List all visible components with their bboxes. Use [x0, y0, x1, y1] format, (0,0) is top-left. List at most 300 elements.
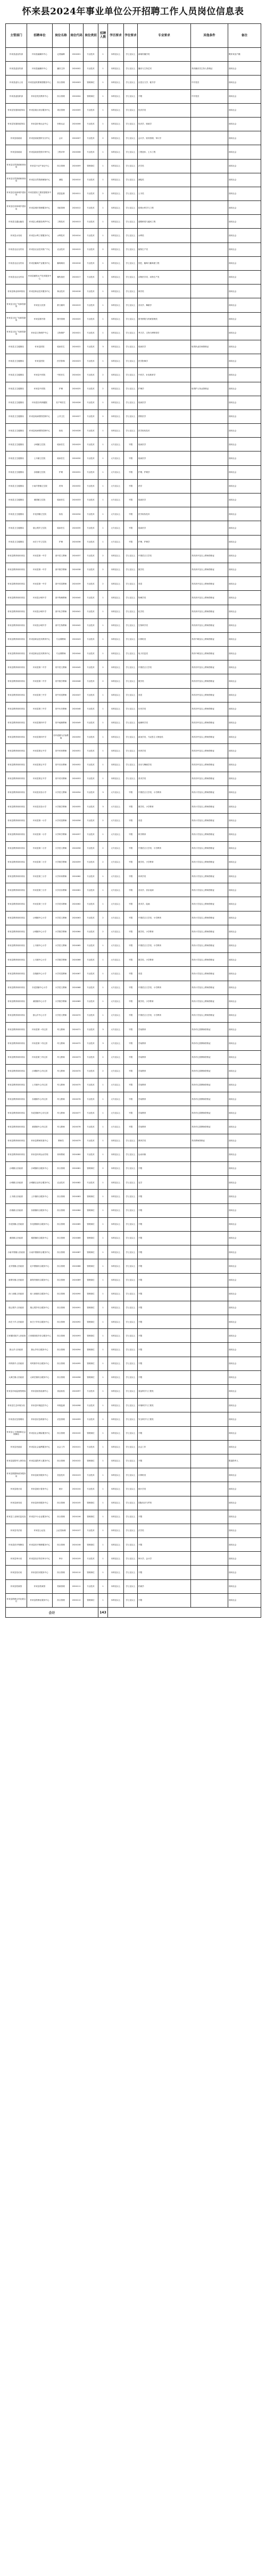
table-cell: 学士及以上 [124, 1454, 138, 1468]
position-table [5, 23, 261, 1618]
table-cell: 怀来县教育和体育局 [6, 660, 27, 674]
table-cell: 具有初中及以上教师资格证 [191, 744, 228, 758]
table-cell: 综合管理 [53, 1259, 70, 1273]
table-row [6, 1412, 261, 1426]
table-cell: 怀来县职业技术教育中心 [27, 647, 53, 660]
table-cell: 给排水科学与工程 [138, 201, 191, 215]
table-cell: 怀来县教育和体育局 [6, 855, 27, 869]
table-cell: 1 [98, 48, 108, 62]
table-cell: 本科及以上 [108, 605, 124, 618]
table-cell: 怀来县社会保险服务中心 [27, 1426, 53, 1440]
table-cell: 具有幼儿园教师资格证 [191, 1078, 228, 1092]
table-cell: 综合管理 [53, 1203, 70, 1217]
table-cell: 学士及以上 [124, 131, 138, 145]
table-row [6, 1273, 261, 1287]
table-cell: 1 [98, 1287, 108, 1301]
table-cell: 怀来县政务服务中心 [27, 1468, 53, 1482]
table-cell: 本科及以上 [108, 396, 124, 409]
table-cell: 专业技术 [84, 855, 98, 869]
table-cell: 综合管理 [53, 1315, 70, 1329]
table-cell [191, 424, 228, 438]
table-cell: 狼山乡综合服务中心 [27, 1343, 53, 1357]
table-cell: 专业技术 [84, 660, 98, 674]
table-row [6, 1301, 261, 1315]
table-cell: 文物保护 [53, 326, 70, 340]
table-cell: 3 [98, 785, 108, 799]
table-cell: 怀来县卫生健康局 [6, 368, 27, 382]
table-cell: 怀来县第五中学 [27, 772, 53, 785]
table-cell: 具有初中及以上教师资格证 [191, 730, 228, 744]
table-cell: 面向社会 [228, 855, 261, 869]
table-cell: 面向社会 [228, 368, 261, 382]
table-cell: 面向社会 [228, 869, 261, 883]
table-cell: 怀来县档案馆 [27, 1579, 53, 1593]
table-cell: 沙城镇综合服务中心 [27, 1162, 53, 1176]
table-cell: 本科及以上 [108, 1343, 124, 1357]
table-cell: 孙庄子乡人民政府 [6, 1315, 27, 1329]
table-cell: 本科及以上 [108, 674, 124, 688]
table-cell: 2024005 [70, 103, 84, 117]
table-cell: 专业技术 [84, 494, 98, 507]
table-row [6, 1134, 261, 1148]
table-cell: 本科及以上 [108, 1496, 124, 1510]
table-row [6, 1148, 261, 1161]
table-cell: 1 [98, 1176, 108, 1190]
table-cell: 1 [98, 465, 108, 479]
table-cell: 1 [98, 103, 108, 117]
table-cell: 本科及以上 [108, 1538, 124, 1552]
table-cell: 具有幼儿园教师资格证 [191, 1106, 228, 1120]
table-cell: 2024107 [70, 1524, 84, 1537]
table-cell: 面向社会 [228, 772, 261, 785]
table-cell: 面向社会 [228, 117, 261, 131]
table-cell: 学士及以上 [124, 1412, 138, 1426]
table-row [6, 173, 261, 187]
table-cell: 怀来县第四中学 [27, 716, 53, 730]
table-cell: 本科及以上 [108, 1315, 124, 1329]
table-cell: 检验 [53, 507, 70, 521]
table-cell: 医学影像 [53, 354, 70, 368]
table-cell: 2024108 [70, 1538, 84, 1552]
table-cell: 本科及以上 [108, 1259, 124, 1273]
table-cell: 怀来县葡萄产业服务中心 [27, 256, 53, 270]
table-row [6, 1385, 261, 1399]
table-cell: 电子信息类 [138, 647, 191, 660]
table-cell: 2024079 [70, 1134, 84, 1148]
table-cell: 教研员 [53, 1134, 70, 1148]
table-cell: 学士及以上 [124, 1203, 138, 1217]
table-cell: 怀来县卫生健康局 [6, 409, 27, 423]
table-cell: 2024040 [70, 591, 84, 605]
table-cell: 不限 [138, 1370, 191, 1384]
table-cell: 临床医学 [138, 396, 191, 409]
table-cell: 怀来县司法局 [6, 1524, 27, 1537]
table-cell: 会计 [53, 131, 70, 145]
table-cell: 管理岗位 [84, 1343, 98, 1357]
table-cell: 1 [98, 1273, 108, 1287]
table-cell: 1 [98, 1552, 108, 1566]
table-cell: 面向社会 [228, 632, 261, 646]
table-row [6, 841, 261, 855]
table-cell: 1 [98, 702, 108, 716]
table-cell: 临床医学 [138, 521, 191, 535]
table-cell: 面向社会 [228, 1008, 261, 1022]
table-cell: 农学 [138, 1176, 191, 1190]
table-cell: 2024095 [70, 1357, 84, 1370]
table-cell: 专业技术 [84, 1385, 98, 1399]
table-cell: 具有小学及以上教师资格证 [191, 883, 228, 897]
table-cell: 怀来县教育和体育局 [6, 563, 27, 576]
table-cell: 学士及以上 [124, 1148, 138, 1161]
table-cell: 不限 [124, 827, 138, 841]
table-cell: 专业技术 [84, 591, 98, 605]
table-cell: 学士及以上 [124, 591, 138, 605]
table-cell: 专业技术 [84, 103, 98, 117]
table-cell: 2024093 [70, 1329, 84, 1343]
table-cell: 学士及以上 [124, 758, 138, 772]
table-cell [191, 1468, 228, 1482]
table-cell: 地理科学类 [138, 716, 191, 730]
table-cell: 信息技术 [53, 1468, 70, 1482]
table-cell: 学士及以上 [124, 688, 138, 702]
table-cell: 怀来县价格认证中心 [27, 117, 53, 131]
table-cell: 面向社会 [228, 1273, 261, 1287]
table-cell: 不限 [124, 800, 138, 814]
table-cell: 学士及以上 [124, 298, 138, 312]
table-cell: 学士及以上 [124, 1440, 138, 1454]
table-cell: 2024062 [70, 897, 84, 911]
table-cell: 怀来县退役军人服务中心 [27, 1454, 53, 1468]
table-cell: 2024014 [70, 229, 84, 242]
table-cell: 具有幼儿园教师资格证 [191, 1120, 228, 1134]
table-cell: 学士及以上 [124, 1301, 138, 1315]
table-cell: 大专及以上 [108, 1008, 124, 1022]
table-row [6, 925, 261, 939]
table-cell: 专业技术 [84, 368, 98, 382]
table-row [6, 632, 261, 646]
table-cell: 专业技术 [84, 1078, 98, 1092]
table-cell [191, 201, 228, 215]
table-cell: 东花园镇中心小学 [27, 981, 53, 994]
table-cell: 综合管理 [53, 1287, 70, 1301]
table-row [6, 1023, 261, 1036]
table-header-row [6, 24, 261, 48]
table-cell: 大专及以上 [108, 1120, 124, 1134]
table-cell: 管理岗位 [84, 1162, 98, 1176]
table-cell: 面向社会 [228, 577, 261, 591]
table-cell: 1 [98, 62, 108, 76]
table-cell: 本科及以上 [108, 1329, 124, 1343]
table-cell: 化学类 [138, 605, 191, 618]
table-cell: 面向社会 [228, 438, 261, 451]
table-cell [191, 215, 228, 229]
table-cell: 怀来县融媒体中心 [27, 62, 53, 76]
table-cell: 怀来县供销合作社联合社 [6, 1593, 27, 1607]
table-cell: 农业技术 [53, 242, 70, 256]
table-cell: 面向社会 [228, 716, 261, 730]
table-cell: 不限 [124, 1064, 138, 1078]
table-cell [191, 1426, 228, 1440]
table-cell: 2024044 [70, 647, 84, 660]
table-cell: 具有小学及以上教师资格证 [191, 939, 228, 953]
table-cell: 本科及以上 [108, 285, 124, 298]
table-row [6, 939, 261, 953]
table-cell: 2 [98, 814, 108, 827]
table-cell: 怀来县教育和体育局 [6, 841, 27, 855]
table-cell: 本科及以上 [108, 772, 124, 785]
table-cell: 不限 [124, 1008, 138, 1022]
table-cell: 2 [98, 1064, 108, 1078]
table-cell: 专业技术 [84, 549, 98, 563]
table-cell: 综合管理 [53, 1566, 70, 1579]
table-cell: 2 [98, 674, 108, 688]
table-cell: 2024017 [70, 271, 84, 285]
table-cell: 英语 [138, 814, 191, 827]
table-cell: 面向社会 [228, 688, 261, 702]
table-cell: 专业技术 [84, 1092, 98, 1106]
table-cell: 2024002 [70, 62, 84, 76]
table-cell: 本科及以上 [108, 1203, 124, 1217]
table-row [6, 535, 261, 549]
table-cell: 王家楼回族乡综合服务中心 [27, 1329, 53, 1343]
table-cell: 不限 [138, 1162, 191, 1176]
table-cell: 1 [98, 256, 108, 270]
table-cell: 2024018 [70, 285, 84, 298]
table-cell: 2024097 [70, 1385, 84, 1399]
table-cell: 临床医学 [138, 451, 191, 465]
table-cell: 2024100 [70, 1426, 84, 1440]
table-cell: 专业技术 [84, 618, 98, 632]
table-cell: 1 [98, 507, 108, 521]
table-cell: 怀来县第一小学 [27, 827, 53, 841]
table-cell: 专业技术 [84, 117, 98, 131]
table-row [6, 1176, 261, 1190]
table-cell: 2024051 [70, 744, 84, 758]
table-cell: 2 [98, 563, 108, 576]
table-cell: 怀来县教育和体育局 [6, 785, 27, 799]
table-cell: 怀来县卫生健康局 [6, 521, 27, 535]
table-cell: 2024026 [70, 396, 84, 409]
table-cell: 本科及以上 [108, 173, 124, 187]
table-cell: 2024045 [70, 660, 84, 674]
table-cell: 西八里镇人民政府 [6, 1287, 27, 1301]
table-cell: 怀来县教育和体育局 [6, 549, 27, 563]
table-cell: 面向社会 [228, 340, 261, 354]
table-cell: 怀来县卫生健康局 [6, 340, 27, 354]
table-cell: 管理岗位 [84, 1259, 98, 1273]
table-cell: 具有小学及以上教师资格证 [191, 1008, 228, 1022]
table-cell: 专业技术 [84, 1579, 98, 1593]
table-cell: 本科及以上 [108, 117, 124, 131]
table-cell: 管理岗位 [84, 1454, 98, 1468]
table-cell: 面向社会 [228, 1468, 261, 1482]
table-cell: 怀来县疾病预防控制中心 [27, 424, 53, 438]
table-cell: 学士及以上 [124, 1190, 138, 1203]
table-cell: 2024048 [70, 702, 84, 716]
table-cell: 怀来县教育和体育局 [6, 744, 27, 758]
table-cell: 1 [98, 215, 108, 229]
table-cell: 学士及以上 [124, 1259, 138, 1273]
table-cell: 本科及以上 [108, 62, 124, 76]
table-cell: 小学语文教师 [53, 939, 70, 953]
table-cell: 本科及以上 [108, 1426, 124, 1440]
table-cell: 大专及以上 [108, 981, 124, 994]
table-cell: 本科及以上 [108, 730, 124, 744]
table-cell: 本科及以上 [108, 758, 124, 772]
table-cell: 怀来县教育和体育局 [6, 1050, 27, 1064]
table-cell: 学士及以上 [124, 1510, 138, 1524]
table-cell: 学士及以上 [124, 1217, 138, 1231]
table-cell [191, 1231, 228, 1245]
table-cell: 安全科学与工程类 [138, 1412, 191, 1426]
table-cell: 1 [98, 772, 108, 785]
table-cell: 专业技术 [84, 939, 98, 953]
table-cell: 初中音乐教师 [53, 758, 70, 772]
table-cell: 大专及以上 [108, 535, 124, 549]
table-cell [191, 1190, 228, 1203]
table-cell: 1 [98, 827, 108, 841]
table-cell: 1 [98, 1454, 108, 1468]
table-cell: 1 [98, 1231, 108, 1245]
table-cell: 英语 [138, 967, 191, 981]
table-cell: 王家楼回族乡人民政府 [6, 1329, 27, 1343]
table-cell: 怀来县教育和体育局 [6, 618, 27, 632]
table-cell [191, 229, 228, 242]
table-cell: 专业技术 [84, 187, 98, 200]
table-cell: 小学数学教师 [53, 855, 70, 869]
table-cell: 怀来县教育和体育局 [6, 869, 27, 883]
table-cell: 专业技术 [84, 981, 98, 994]
table-cell: 学士及以上 [124, 1579, 138, 1593]
table-row [6, 605, 261, 618]
table-cell: 1 [98, 1370, 108, 1384]
table-cell [191, 298, 228, 312]
table-cell: 中国语言文学类、小学教育 [138, 841, 191, 855]
table-cell [191, 1287, 228, 1301]
table-cell: 本科及以上 [108, 242, 124, 256]
table-cell: 中国语言文学类、小学教育 [138, 939, 191, 953]
table-cell: 具有初中及以上教师资格证 [191, 688, 228, 702]
table-cell: 怀来县市场监督管理局 [6, 1385, 27, 1399]
table-cell: 本科及以上 [108, 131, 124, 145]
table-cell: 综合管理 [53, 1190, 70, 1203]
table-row [6, 145, 261, 159]
table-cell: 不限 [138, 1259, 191, 1273]
table-cell: 学士及以上 [124, 409, 138, 423]
table-cell: 学前教育 [138, 1092, 191, 1106]
table-cell: 不限 [124, 925, 138, 939]
table-cell: 专业技术 [84, 563, 98, 576]
table-row [6, 1496, 261, 1510]
table-cell: 面向社会 [228, 89, 261, 103]
table-cell [191, 368, 228, 382]
table-cell: 怀来县第三幼儿园 [27, 1050, 53, 1064]
table-cell: 1 [98, 758, 108, 772]
table-cell: 2024053 [70, 772, 84, 785]
table-cell: 2024016 [70, 256, 84, 270]
table-cell: 学士及以上 [124, 312, 138, 326]
table-cell: 2024077 [70, 1106, 84, 1120]
table-cell: 本科及以上 [108, 354, 124, 368]
table-cell: 本科及以上 [108, 256, 124, 270]
table-cell: 本科及以上 [108, 1287, 124, 1301]
table-cell: 2 [98, 409, 108, 423]
table-cell: 1 [98, 939, 108, 953]
table-cell: 大专及以上 [108, 1106, 124, 1120]
table-cell: 不限 [124, 855, 138, 869]
table-cell [191, 1315, 228, 1329]
table-cell: 专业技术 [84, 814, 98, 827]
table-cell: 小南辛堡镇综合服务中心 [27, 1245, 53, 1259]
table-cell: 面向社会 [228, 396, 261, 409]
table-cell: 学士及以上 [124, 48, 138, 62]
table-row [6, 1078, 261, 1092]
table-cell: 东花园镇中心幼儿园 [27, 1106, 53, 1120]
table-cell: 面向社会 [228, 382, 261, 396]
table-cell: 护理、护理学 [138, 465, 191, 479]
table-cell: 面向社会 [228, 800, 261, 814]
table-cell: 专业技术 [84, 479, 98, 493]
table-cell: 孙庄子乡综合服务中心 [27, 1315, 53, 1329]
table-cell: 面向社会 [228, 605, 261, 618]
table-cell: 专业技术 [84, 465, 98, 479]
table-cell: 2024071 [70, 1023, 84, 1036]
table-cell: 本科及以上 [108, 201, 124, 215]
table-cell: 面向社会 [228, 883, 261, 897]
table-cell: 怀来县卫生健康局 [6, 535, 27, 549]
table-cell: 怀来县妇幼保健院 [27, 396, 53, 409]
table-cell: 面向社会 [228, 494, 261, 507]
table-cell: 管理岗位 [84, 1496, 98, 1510]
table-cell: 管理岗位 [84, 1566, 98, 1579]
table-cell: 音乐与舞蹈学类 [138, 758, 191, 772]
table-cell: 2024033 [70, 494, 84, 507]
table-cell: 学士及以上 [124, 201, 138, 215]
table-cell: 不限 [138, 1566, 191, 1579]
table-cell: 孙庄子乡卫生院 [27, 535, 53, 549]
table-cell: 专业技术 [84, 800, 98, 814]
table-cell: 质量监督 [53, 187, 70, 200]
table-cell: 2024069 [70, 994, 84, 1008]
table-cell: 具有幼儿园教师资格证 [191, 1064, 228, 1078]
table-cell: 不限 [138, 1357, 191, 1370]
table-cell: 桑园镇卫生院 [27, 494, 53, 507]
table-cell: 怀来县审计局 [6, 1552, 27, 1566]
table-cell: 具有初中及以上教师资格证 [191, 716, 228, 730]
table-cell: 具有小学及以上教师资格证 [191, 897, 228, 911]
table-row [6, 1579, 261, 1593]
table-row [6, 424, 261, 438]
table-cell: 数学类 [138, 674, 191, 688]
table-cell: 怀来县检验检测中心 [27, 1385, 53, 1399]
table-cell: 管理岗位 [84, 1273, 98, 1287]
table-cell: 专业技术 [84, 827, 98, 841]
table-cell: 本科及以上 [108, 1482, 124, 1496]
table-cell: 怀来县党员教育中心 [27, 89, 53, 103]
table-cell: 中医学、针灸推拿学 [138, 368, 191, 382]
table-cell: 新闻传播学类 [138, 48, 191, 62]
table-cell: 专业技术 [84, 674, 98, 688]
table-cell: 2024022 [70, 340, 84, 354]
table-cell: 大专及以上 [108, 521, 124, 535]
table-cell: 怀来县教育和体育局 [6, 605, 27, 618]
table-cell: 怀来县第四中学 [27, 730, 53, 744]
table-cell: 管理岗位 [84, 1287, 98, 1301]
table-cell: 临床医生 [53, 494, 70, 507]
table-cell: 专业技术 [84, 215, 98, 229]
table-cell: 怀来县卫生健康局 [6, 438, 27, 451]
table-cell: 面向社会 [228, 1426, 261, 1440]
